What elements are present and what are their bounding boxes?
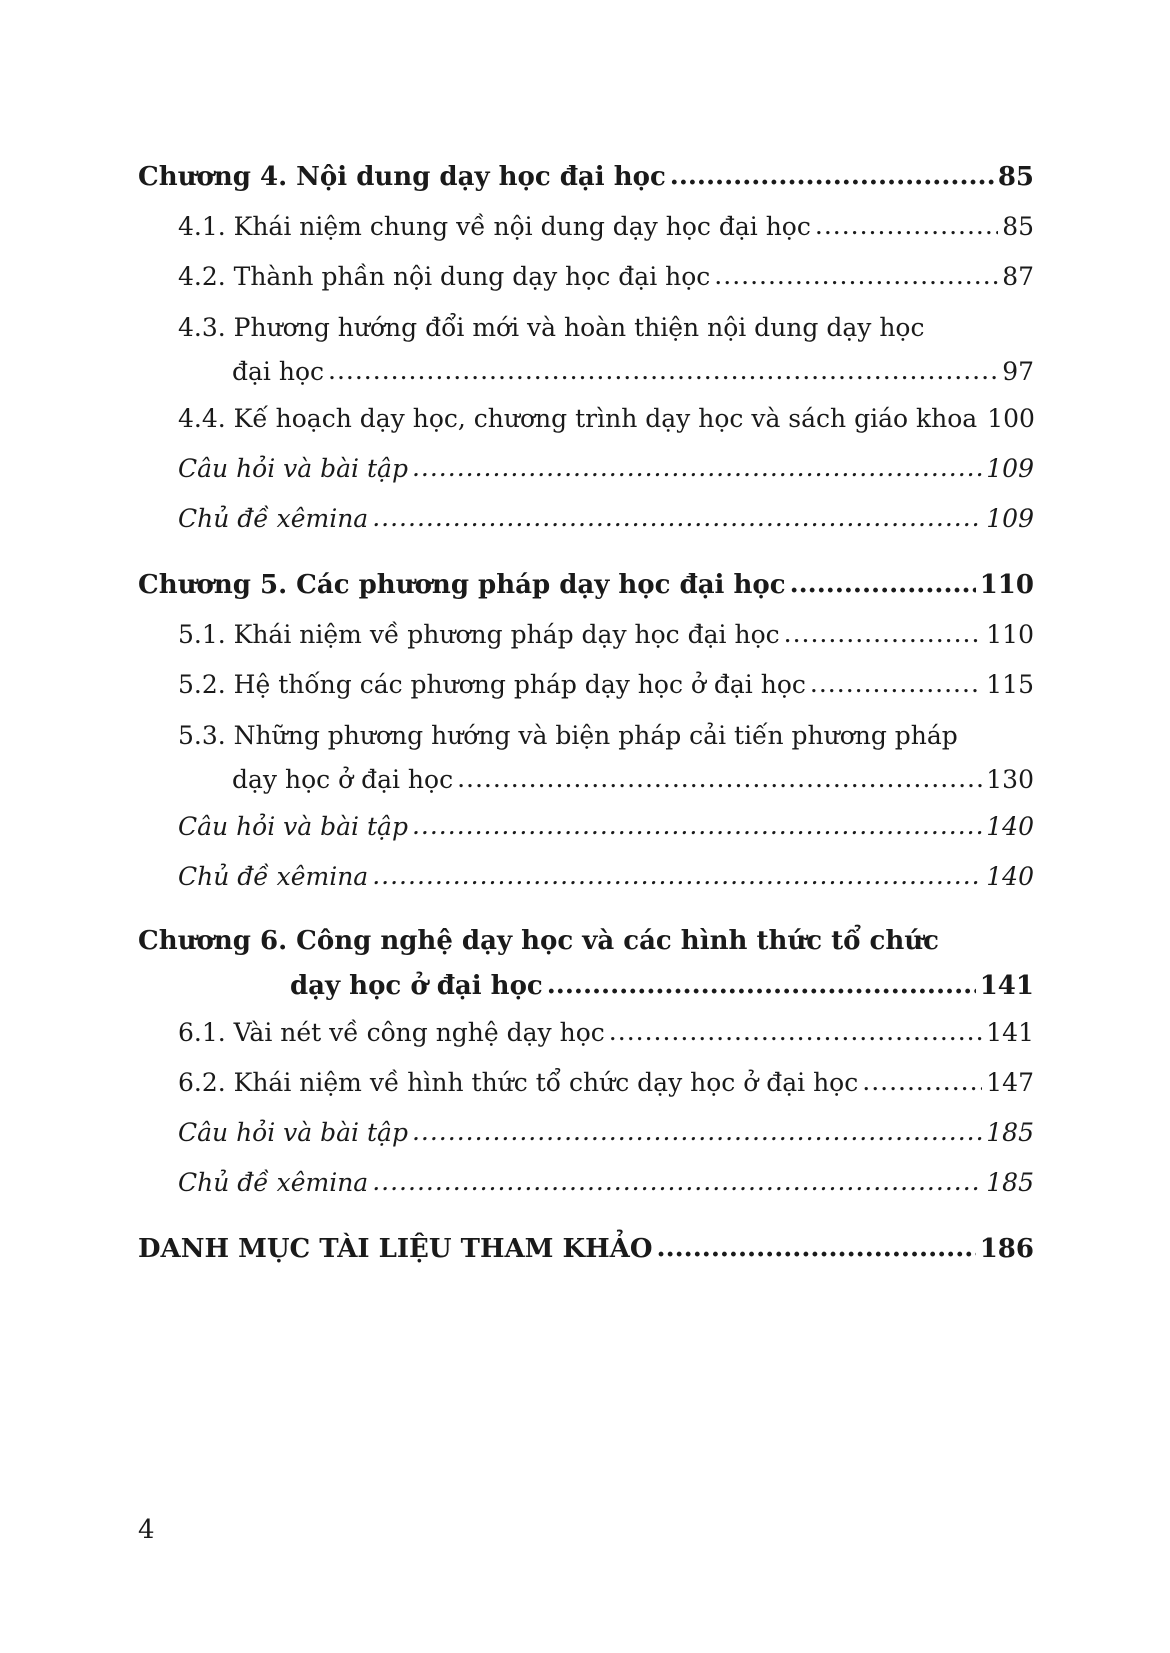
toc-chapter-6-line1: Chương 6. Công nghệ dạy học và các hình thức tổ chức <box>138 926 940 956</box>
toc-entry-page: 185 <box>986 1168 1034 1197</box>
toc-entry-page: 115 <box>986 670 1034 699</box>
toc-section-5-1 <box>138 610 1034 660</box>
dot-leader <box>815 201 998 251</box>
dot-leader <box>547 963 976 1007</box>
toc-entry-title: DANH MỤC TÀI LIỆU THAM KHẢO <box>138 1234 653 1264</box>
toc-entry-page: 147 <box>986 1068 1034 1097</box>
toc-section-5-2 <box>138 660 1034 710</box>
toc-entry-page: 140 <box>986 812 1034 841</box>
toc-section-5-3-line2 <box>138 758 1034 802</box>
toc-entry-page: 186 <box>979 1234 1034 1264</box>
toc-entry-page: 110 <box>979 570 1034 600</box>
toc-entry-title: Chủ đề xêmina <box>178 1168 369 1197</box>
dot-leader <box>784 609 983 659</box>
toc-section-4-3-line2 <box>138 350 1034 394</box>
toc-section-4-3-line1: 4.3. Phương hướng đổi mới và hoàn thiện nội dung dạy học <box>178 313 925 342</box>
toc-entry-title: 5.1. Khái niệm về phương pháp dạy học đại học <box>178 620 780 649</box>
toc-questions-6 <box>138 1108 1034 1158</box>
toc-section-4-4 <box>138 394 1034 444</box>
dot-leader <box>790 559 976 609</box>
toc-entry-page: 109 <box>986 454 1034 483</box>
toc-chapter-4 <box>138 152 1034 202</box>
toc-seminar-4 <box>138 494 1034 544</box>
toc-entry-page: 185 <box>986 1118 1034 1147</box>
toc-entry-title: đại học <box>232 357 325 386</box>
toc-entry-page: 85 <box>997 162 1034 192</box>
dot-leader <box>412 801 982 851</box>
dot-leader <box>372 1157 982 1207</box>
toc-entry-page: 87 <box>1002 262 1034 291</box>
toc-entry-page: 141 <box>979 971 1034 1001</box>
toc-entry-title: 5.2. Hệ thống các phương pháp dạy học ở đại học <box>178 670 806 699</box>
toc-entry-page: 140 <box>986 862 1034 891</box>
toc-entry-title: Chương 4. Nội dung dạy học đại học <box>138 162 666 192</box>
dot-leader <box>412 1107 982 1157</box>
toc-seminar-5 <box>138 852 1034 902</box>
dot-leader <box>609 1007 982 1057</box>
spacer <box>138 902 1034 918</box>
page-number: 4 <box>138 1515 155 1545</box>
toc-entry-page: 110 <box>986 620 1034 649</box>
spacer <box>138 544 1034 560</box>
toc-entry-page: 97 <box>1002 357 1034 386</box>
toc-entry-title: Chủ đề xêmina <box>178 504 369 533</box>
toc-chapter-6-line2 <box>138 964 1034 1008</box>
toc-entry-title: Chủ đề xêmina <box>178 862 369 891</box>
toc-entry-title: 6.1. Vài nét về công nghệ dạy học <box>178 1018 605 1047</box>
toc-entry-title: Câu hỏi và bài tập <box>178 812 408 841</box>
toc-entry-title: 6.2. Khái niệm về hình thức tổ chức dạy học ở đại học <box>178 1068 859 1097</box>
spacer <box>138 1208 1034 1224</box>
dot-leader <box>657 1223 976 1273</box>
toc-questions-5 <box>138 802 1034 852</box>
dot-leader <box>412 443 982 493</box>
toc-entry-title: 4.2. Thành phần nội dung dạy học đại học <box>178 262 711 291</box>
table-of-contents <box>138 152 1034 1274</box>
toc-entry-title: Câu hỏi và bài tập <box>178 1118 408 1147</box>
toc-entry-title: 4.1. Khái niệm chung về nội dung dạy học đại học <box>178 212 811 241</box>
toc-entry-page: 141 <box>986 1018 1034 1047</box>
toc-entry-page: 109 <box>986 504 1034 533</box>
dot-leader <box>810 659 982 709</box>
dot-leader <box>714 251 998 301</box>
dot-leader <box>372 493 982 543</box>
dot-leader <box>457 757 982 801</box>
toc-entry-page: 85 <box>1002 212 1034 241</box>
toc-entry-page: 100 <box>987 404 1035 433</box>
toc-entry-title: dạy học ở đại học <box>232 765 454 794</box>
dot-leader <box>670 151 994 201</box>
dot-leader <box>862 1057 982 1107</box>
toc-questions-4 <box>138 444 1034 494</box>
toc-section-4-2 <box>138 252 1034 302</box>
toc-entry-title: Chương 5. Các phương pháp dạy học đại học <box>138 570 786 600</box>
dot-leader <box>372 851 982 901</box>
toc-seminar-6 <box>138 1158 1034 1208</box>
toc-chapter-5 <box>138 560 1034 610</box>
toc-entry-page: 130 <box>986 765 1034 794</box>
toc-section-6-1 <box>138 1008 1034 1058</box>
toc-section-5-3-line1: 5.3. Những phương hướng và biện pháp cải tiến phương pháp <box>178 721 958 750</box>
toc-section-4-1 <box>138 202 1034 252</box>
toc-references <box>138 1224 1034 1274</box>
toc-entry-title: dạy học ở đại học <box>290 971 543 1001</box>
toc-entry-title: Câu hỏi và bài tập <box>178 454 408 483</box>
toc-entry-title: 4.4. Kế hoạch dạy học, chương trình dạy học và sách giáo khoa <box>178 404 978 433</box>
dot-leader <box>328 349 998 393</box>
toc-section-6-2 <box>138 1058 1034 1108</box>
